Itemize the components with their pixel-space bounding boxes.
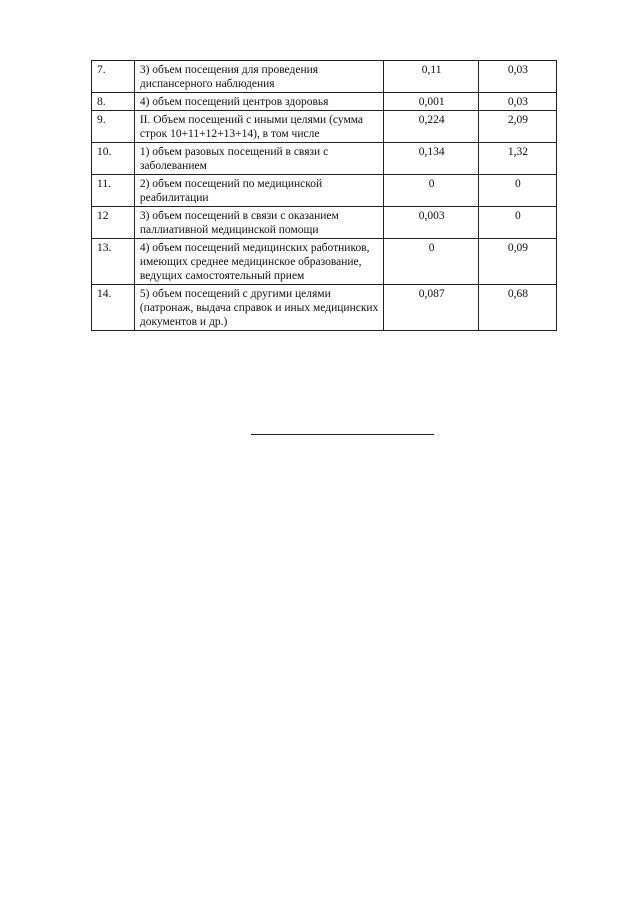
table-row xyxy=(92,239,557,285)
row-value-1: 0,134 xyxy=(384,143,478,175)
table-row xyxy=(92,143,557,175)
row-value-2: 2,09 xyxy=(478,111,556,143)
row-value-2: 1,32 xyxy=(478,143,556,175)
row-number: 7. xyxy=(92,61,135,93)
row-value-1: 0,11 xyxy=(384,61,478,93)
row-name: 4) объем посещений медицинских работников, имеющих среднее медицинское образование, ведущих самостоятельный прием xyxy=(134,239,384,285)
table-row xyxy=(92,93,557,111)
row-name: 5) объем посещений с другими целями (патронаж, выдача справок и иных медицинских документов и др.) xyxy=(134,285,384,331)
row-value-2: 0,03 xyxy=(478,93,556,111)
row-value-1: 0,087 xyxy=(384,285,478,331)
row-value-2: 0,68 xyxy=(478,285,556,331)
row-value-2: 0 xyxy=(478,175,556,207)
row-value-1: 0,224 xyxy=(384,111,478,143)
row-name: II. Объем посещений с иными целями (сумма строк 10+11+12+13+14), в том числе xyxy=(134,111,384,143)
row-name: 3) объем посещений в связи с оказанием паллиативной медицинской помощи xyxy=(134,207,384,239)
table-row xyxy=(92,61,557,93)
row-name: 4) объем посещений центров здоровья xyxy=(134,93,384,111)
row-value-1: 0 xyxy=(384,239,478,285)
table-row xyxy=(92,207,557,239)
row-value-2: 0,09 xyxy=(478,239,556,285)
row-value-2: 0,03 xyxy=(478,61,556,93)
table-row xyxy=(92,285,557,331)
row-name: 1) объем разовых посещений в связи с заболеванием xyxy=(134,143,384,175)
table-row xyxy=(92,175,557,207)
end-divider-line xyxy=(251,434,434,435)
table-row xyxy=(92,111,557,143)
volume-table xyxy=(91,60,557,331)
row-name: 2) объем посещений по медицинской реабилитации xyxy=(134,175,384,207)
row-number: 12 xyxy=(92,207,135,239)
row-name: 3) объем посещения для проведения диспансерного наблюдения xyxy=(134,61,384,93)
row-number: 8. xyxy=(92,93,135,111)
row-value-1: 0 xyxy=(384,175,478,207)
row-value-1: 0,003 xyxy=(384,207,478,239)
row-value-1: 0,001 xyxy=(384,93,478,111)
row-number: 10. xyxy=(92,143,135,175)
row-number: 14. xyxy=(92,285,135,331)
row-number: 13. xyxy=(92,239,135,285)
row-number: 11. xyxy=(92,175,135,207)
row-number: 9. xyxy=(92,111,135,143)
row-value-2: 0 xyxy=(478,207,556,239)
